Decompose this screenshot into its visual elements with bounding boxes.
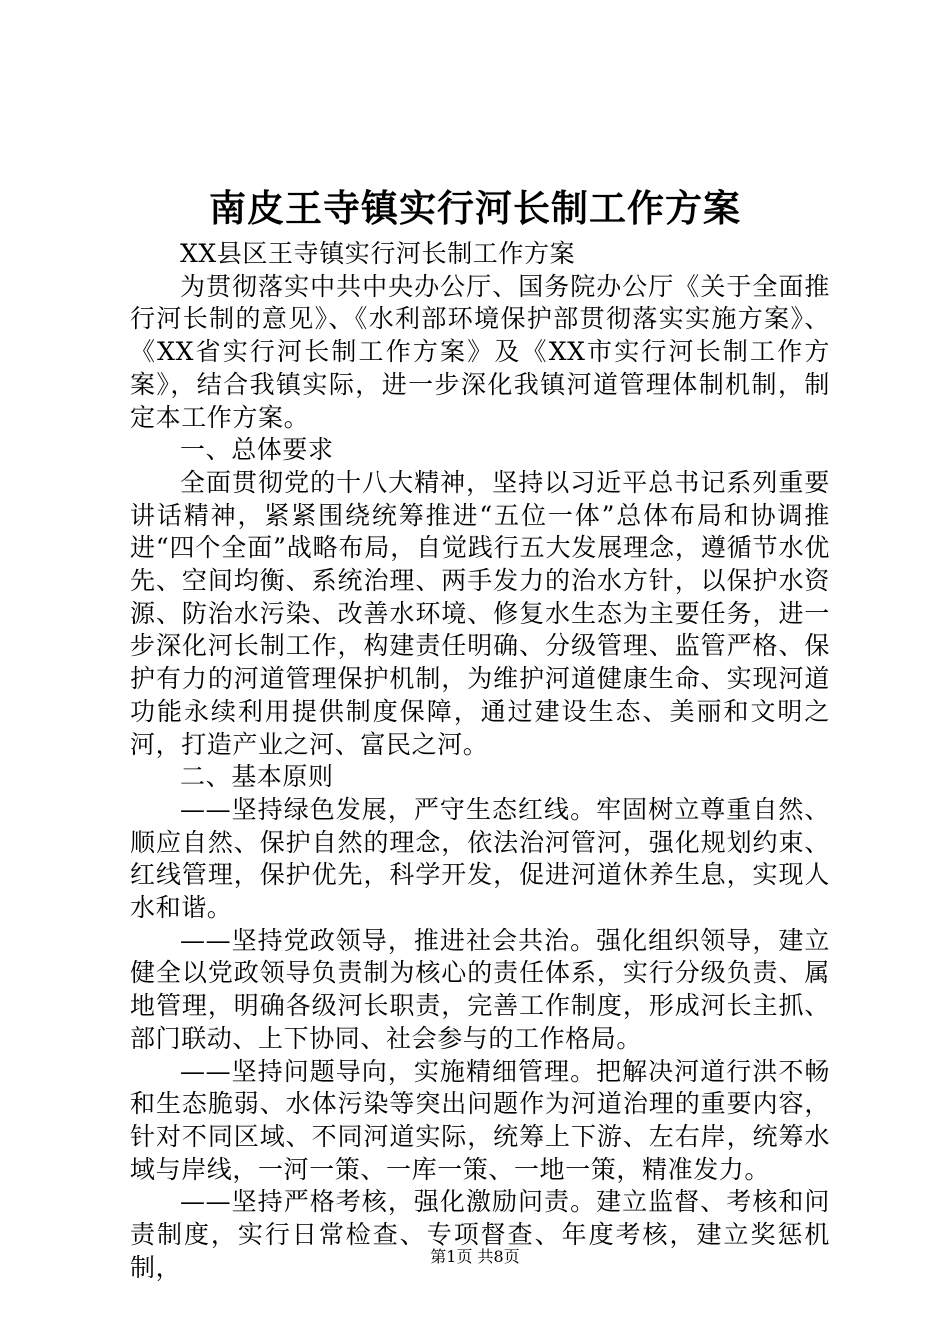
section-heading-general-requirements: 一、总体要求 <box>180 435 334 465</box>
paragraph-principle-strict-assessment: ——坚持严格考核，强化激励问责。建立监督、考核和问责制度，实行日常检查、专项督查、年度考核，建立奖惩机制， <box>130 1187 830 1282</box>
document-title: 南皮王寺镇实行河长制工作方案 <box>209 186 741 230</box>
paragraph-subtitle: XX县区王寺镇实行河长制工作方案 <box>180 239 576 268</box>
paragraph-principle-green-development: ——坚持绿色发展，严守生态红线。牢固树立尊重自然、顺应自然、保护自然的理念，依法治河管河，强化规划约束、红线管理，保护优先，科学开发，促进河道休养生息，实现人水和谐。 <box>130 794 830 923</box>
paragraph-principle-problem-oriented: ——坚持问题导向，实施精细管理。把解决河道行洪不畅和生态脆弱、水体污染等突出问题作为河道治理的重要内容，针对不同区域、不同河道实际，统筹上下游、左右岸，统筹水域与岸线，一河一策、一库一策、一地一策，精准发力。 <box>130 1056 830 1184</box>
paragraph-intro: 为贯彻落实中共中央办公厅、国务院办公厅《关于全面推行河长制的意见》、《水利部环境保护部贯彻落实实施方案》、《XX省实行河长制工作方案》及《XX市实行河长制工作方案》，结合我镇实际，进一步深化我镇河道管理体制机制，制定本工作方案。 <box>130 271 830 432</box>
document-body <box>130 238 830 1285</box>
paragraph-principle-party-leadership: ——坚持党政领导，推进社会共治。强化组织领导，建立健全以党政领导负责制为核心的责任体系，实行分级负责、属地管理，明确各级河长职责，完善工作制度，形成河长主抓、部门联动、上下协同、社会参与的工作格局。 <box>130 925 830 1053</box>
paragraph-general-requirements: 全面贯彻党的十八大精神，坚持以习近平总书记系列重要讲话精神，紧紧围绕统筹推进“五位一体”总体布局和协调推进“四个全面”战略布局，自觉践行五大发展理念，遵循节水优先、空间均衡、系统治理、两手发力的治水方针，以保护水资源、防治水污染、改善水环境、修复水生态为主要任务，进一步深化河长制工作，构建责任明确、分级管理、监管严格、保护有力的河道管理保护机制，为维护河道健康生命、实现河道功能永续利用提供制度保障，通过建设生态、美丽和文明之河，打造产业之河、富民之河。 <box>130 467 830 759</box>
page-number-footer: 第1页 共8页 <box>430 1247 520 1266</box>
section-heading-basic-principles: 二、基本原则 <box>180 762 334 792</box>
